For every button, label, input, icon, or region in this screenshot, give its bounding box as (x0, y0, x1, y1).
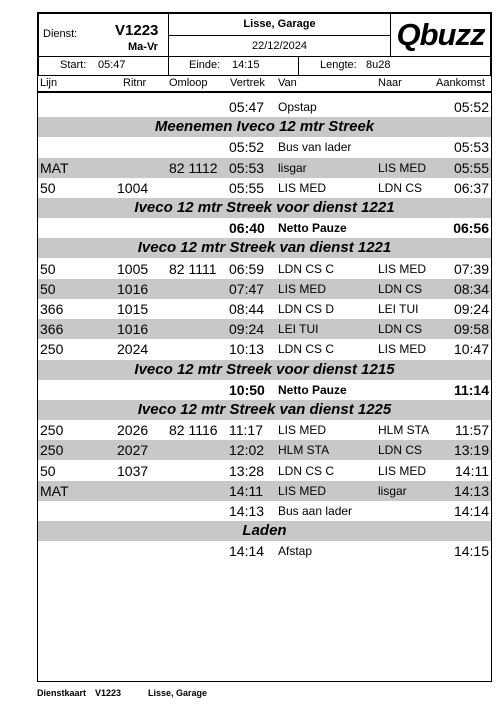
qbuzz-logo: Qbuzz (396, 17, 485, 52)
vertrek-cell: 14:11 (229, 483, 263, 499)
col-ritnr: Ritnr (123, 77, 147, 89)
footer-label: Dienstkaart (37, 688, 87, 698)
section-title: Iveco 12 mtr Streek van dienst 1221 (137, 239, 392, 256)
vertrek-cell: 05:52 (229, 139, 265, 155)
aankomst-cell: 11:14 (453, 382, 489, 398)
vertrek-cell: 05:53 (229, 160, 265, 176)
col-vertrek: Vertrek (230, 77, 265, 89)
lijn-cell: 250 (40, 442, 64, 458)
naar-cell: LDN CS (378, 181, 423, 195)
vertrek-cell: 14:14 (229, 543, 265, 559)
aankomst-cell: 09:24 (453, 301, 489, 317)
col-omloop: Omloop (169, 77, 208, 89)
lijn-cell: 50 (40, 180, 56, 196)
col-van: Van (278, 77, 297, 89)
vertrek-cell: 10:13 (229, 341, 265, 357)
aankomst-cell: 07:39 (453, 261, 489, 277)
section-title: Iveco 12 mtr Streek voor dienst 1221 (134, 199, 395, 216)
ritnr-cell: 1016 (117, 281, 149, 297)
trip-row (38, 440, 491, 460)
vertrek-cell: 05:47 (229, 99, 265, 115)
trip-row (38, 299, 491, 319)
van-cell: LDN CS C (278, 342, 335, 356)
trip-row (38, 259, 491, 279)
omloop-cell: 82 1112 (169, 160, 218, 176)
times-divider-1 (168, 56, 169, 76)
aankomst-cell: 05:52 (453, 99, 489, 115)
column-header-rule (38, 91, 491, 93)
lijn-cell: 50 (40, 281, 56, 297)
ritnr-cell: 1037 (117, 463, 149, 479)
aankomst-cell: 14:13 (453, 483, 489, 499)
col-naar: Naar (378, 77, 402, 89)
naar-cell: LIS MED (378, 464, 427, 478)
trip-row (38, 501, 491, 521)
footer-location: Lisse, Garage (148, 688, 208, 698)
aankomst-cell: 06:56 (453, 220, 489, 236)
pause-label: Netto Pauze (278, 383, 347, 397)
naar-cell: LIS MED (378, 262, 427, 276)
van-cell: LEI TUI (278, 322, 319, 336)
pause-row (38, 380, 491, 400)
aankomst-cell: 08:34 (453, 281, 489, 297)
van-cell: lisgar (278, 161, 307, 175)
ritnr-cell: 1005 (117, 261, 149, 277)
trip-row (38, 339, 491, 359)
section-title: Iveco 12 mtr Streek van dienst 1225 (137, 401, 392, 418)
trip-row (38, 158, 491, 178)
dienst-value: V1223 (115, 22, 159, 39)
trip-row (38, 137, 491, 157)
omloop-cell: 82 1111 (169, 261, 217, 277)
lijn-cell: 50 (40, 261, 56, 277)
naar-cell: HLM STA (378, 423, 430, 437)
lijn-cell: 250 (40, 422, 64, 438)
ritnr-cell: 2024 (117, 341, 149, 357)
trip-row (38, 279, 491, 299)
aankomst-cell: 05:55 (453, 160, 489, 176)
van-cell: LIS MED (278, 282, 327, 296)
naar-cell: LIS MED (378, 161, 427, 175)
aankomst-cell: 14:11 (455, 463, 489, 479)
column-header-row (38, 77, 491, 91)
ritnr-cell: 2027 (117, 442, 149, 458)
start-label: Start: (60, 59, 87, 71)
van-cell: LIS MED (278, 423, 327, 437)
section-band (38, 238, 491, 258)
location-date-divider (168, 35, 391, 36)
aankomst-cell: 10:47 (453, 341, 489, 357)
dienst-label: Dienst: (43, 28, 78, 40)
van-cell: HLM STA (278, 443, 330, 457)
pause-label: Netto Pauze (278, 221, 347, 235)
trip-row (38, 481, 491, 501)
col-lijn: Lijn (40, 77, 58, 89)
pause-row (38, 218, 491, 238)
trip-row (38, 319, 491, 339)
van-cell: LIS MED (278, 484, 327, 498)
section-title: Meenemen Iveco 12 mtr Streek (154, 118, 375, 135)
vertrek-cell: 08:44 (229, 301, 265, 317)
trip-row (38, 420, 491, 440)
naar-cell: LEI TUI (378, 302, 419, 316)
vertrek-cell: 13:28 (229, 463, 265, 479)
ritnr-cell: 2026 (117, 422, 149, 438)
vertrek-cell: 14:13 (229, 503, 265, 519)
section-band (38, 360, 491, 380)
aankomst-cell: 05:53 (453, 139, 489, 155)
van-cell: LDN CS D (278, 302, 335, 316)
location-text: Lisse, Garage (243, 18, 316, 30)
aankomst-cell: 14:15 (453, 543, 489, 559)
lijn-cell: 250 (40, 341, 64, 357)
trip-row (38, 541, 491, 561)
omloop-cell: 82 1116 (169, 422, 218, 438)
van-cell: Bus aan lader (278, 504, 353, 518)
times-divider-2 (298, 56, 299, 76)
lengte-value: 8u28 (366, 59, 391, 71)
lijn-cell: 50 (40, 463, 56, 479)
section-band (38, 521, 491, 541)
aankomst-cell: 09:58 (453, 321, 489, 337)
aankomst-cell: 11:57 (455, 422, 489, 438)
lengte-label: Lengte: (320, 59, 357, 71)
section-band (38, 400, 491, 420)
date-text: 22/12/2024 (251, 40, 308, 52)
van-cell: Opstap (278, 100, 317, 114)
trip-row (38, 461, 491, 481)
naar-cell: LDN CS (378, 322, 423, 336)
lijn-cell: MAT (40, 160, 69, 176)
vertrek-cell: 05:55 (229, 180, 265, 196)
footer-dienst: V1223 (95, 688, 122, 698)
aankomst-cell: 13:19 (453, 442, 489, 458)
naar-cell: lisgar (378, 484, 407, 498)
aankomst-cell: 14:14 (453, 503, 489, 519)
einde-value: 14:15 (232, 59, 260, 71)
start-value: 05:47 (98, 59, 126, 71)
section-title: Laden (242, 522, 287, 539)
col-aankomst: Aankomst (436, 77, 485, 89)
days-value: Ma-Vr (128, 41, 158, 53)
trip-row (38, 97, 491, 117)
ritnr-cell: 1004 (117, 180, 149, 196)
vertrek-cell: 11:17 (229, 422, 263, 438)
van-cell: Bus van lader (278, 140, 352, 154)
trip-row (38, 178, 491, 198)
einde-label: Einde: (189, 59, 221, 71)
vertrek-cell: 06:40 (229, 220, 265, 236)
vertrek-cell: 12:02 (229, 442, 265, 458)
duty-card (37, 12, 492, 682)
ritnr-cell: 1015 (117, 301, 149, 317)
lijn-cell: MAT (40, 483, 69, 499)
vertrek-cell: 09:24 (229, 321, 265, 337)
schedule-table (38, 97, 491, 587)
naar-cell: LIS MED (378, 342, 427, 356)
aankomst-cell: 06:37 (453, 180, 489, 196)
van-cell: LIS MED (278, 181, 327, 195)
naar-cell: LDN CS (378, 282, 423, 296)
van-cell: Afstap (278, 544, 313, 558)
vertrek-cell: 10:50 (229, 382, 265, 398)
ritnr-cell: 1016 (117, 321, 149, 337)
lijn-cell: 366 (40, 321, 64, 337)
van-cell: LDN CS C (278, 262, 335, 276)
section-band (38, 198, 491, 218)
vertrek-cell: 07:47 (229, 281, 265, 297)
section-band (38, 117, 491, 137)
van-cell: LDN CS C (278, 464, 335, 478)
section-title: Iveco 12 mtr Streek voor dienst 1215 (134, 361, 395, 378)
naar-cell: LDN CS (378, 443, 423, 457)
lijn-cell: 366 (40, 301, 64, 317)
vertrek-cell: 06:59 (229, 261, 265, 277)
